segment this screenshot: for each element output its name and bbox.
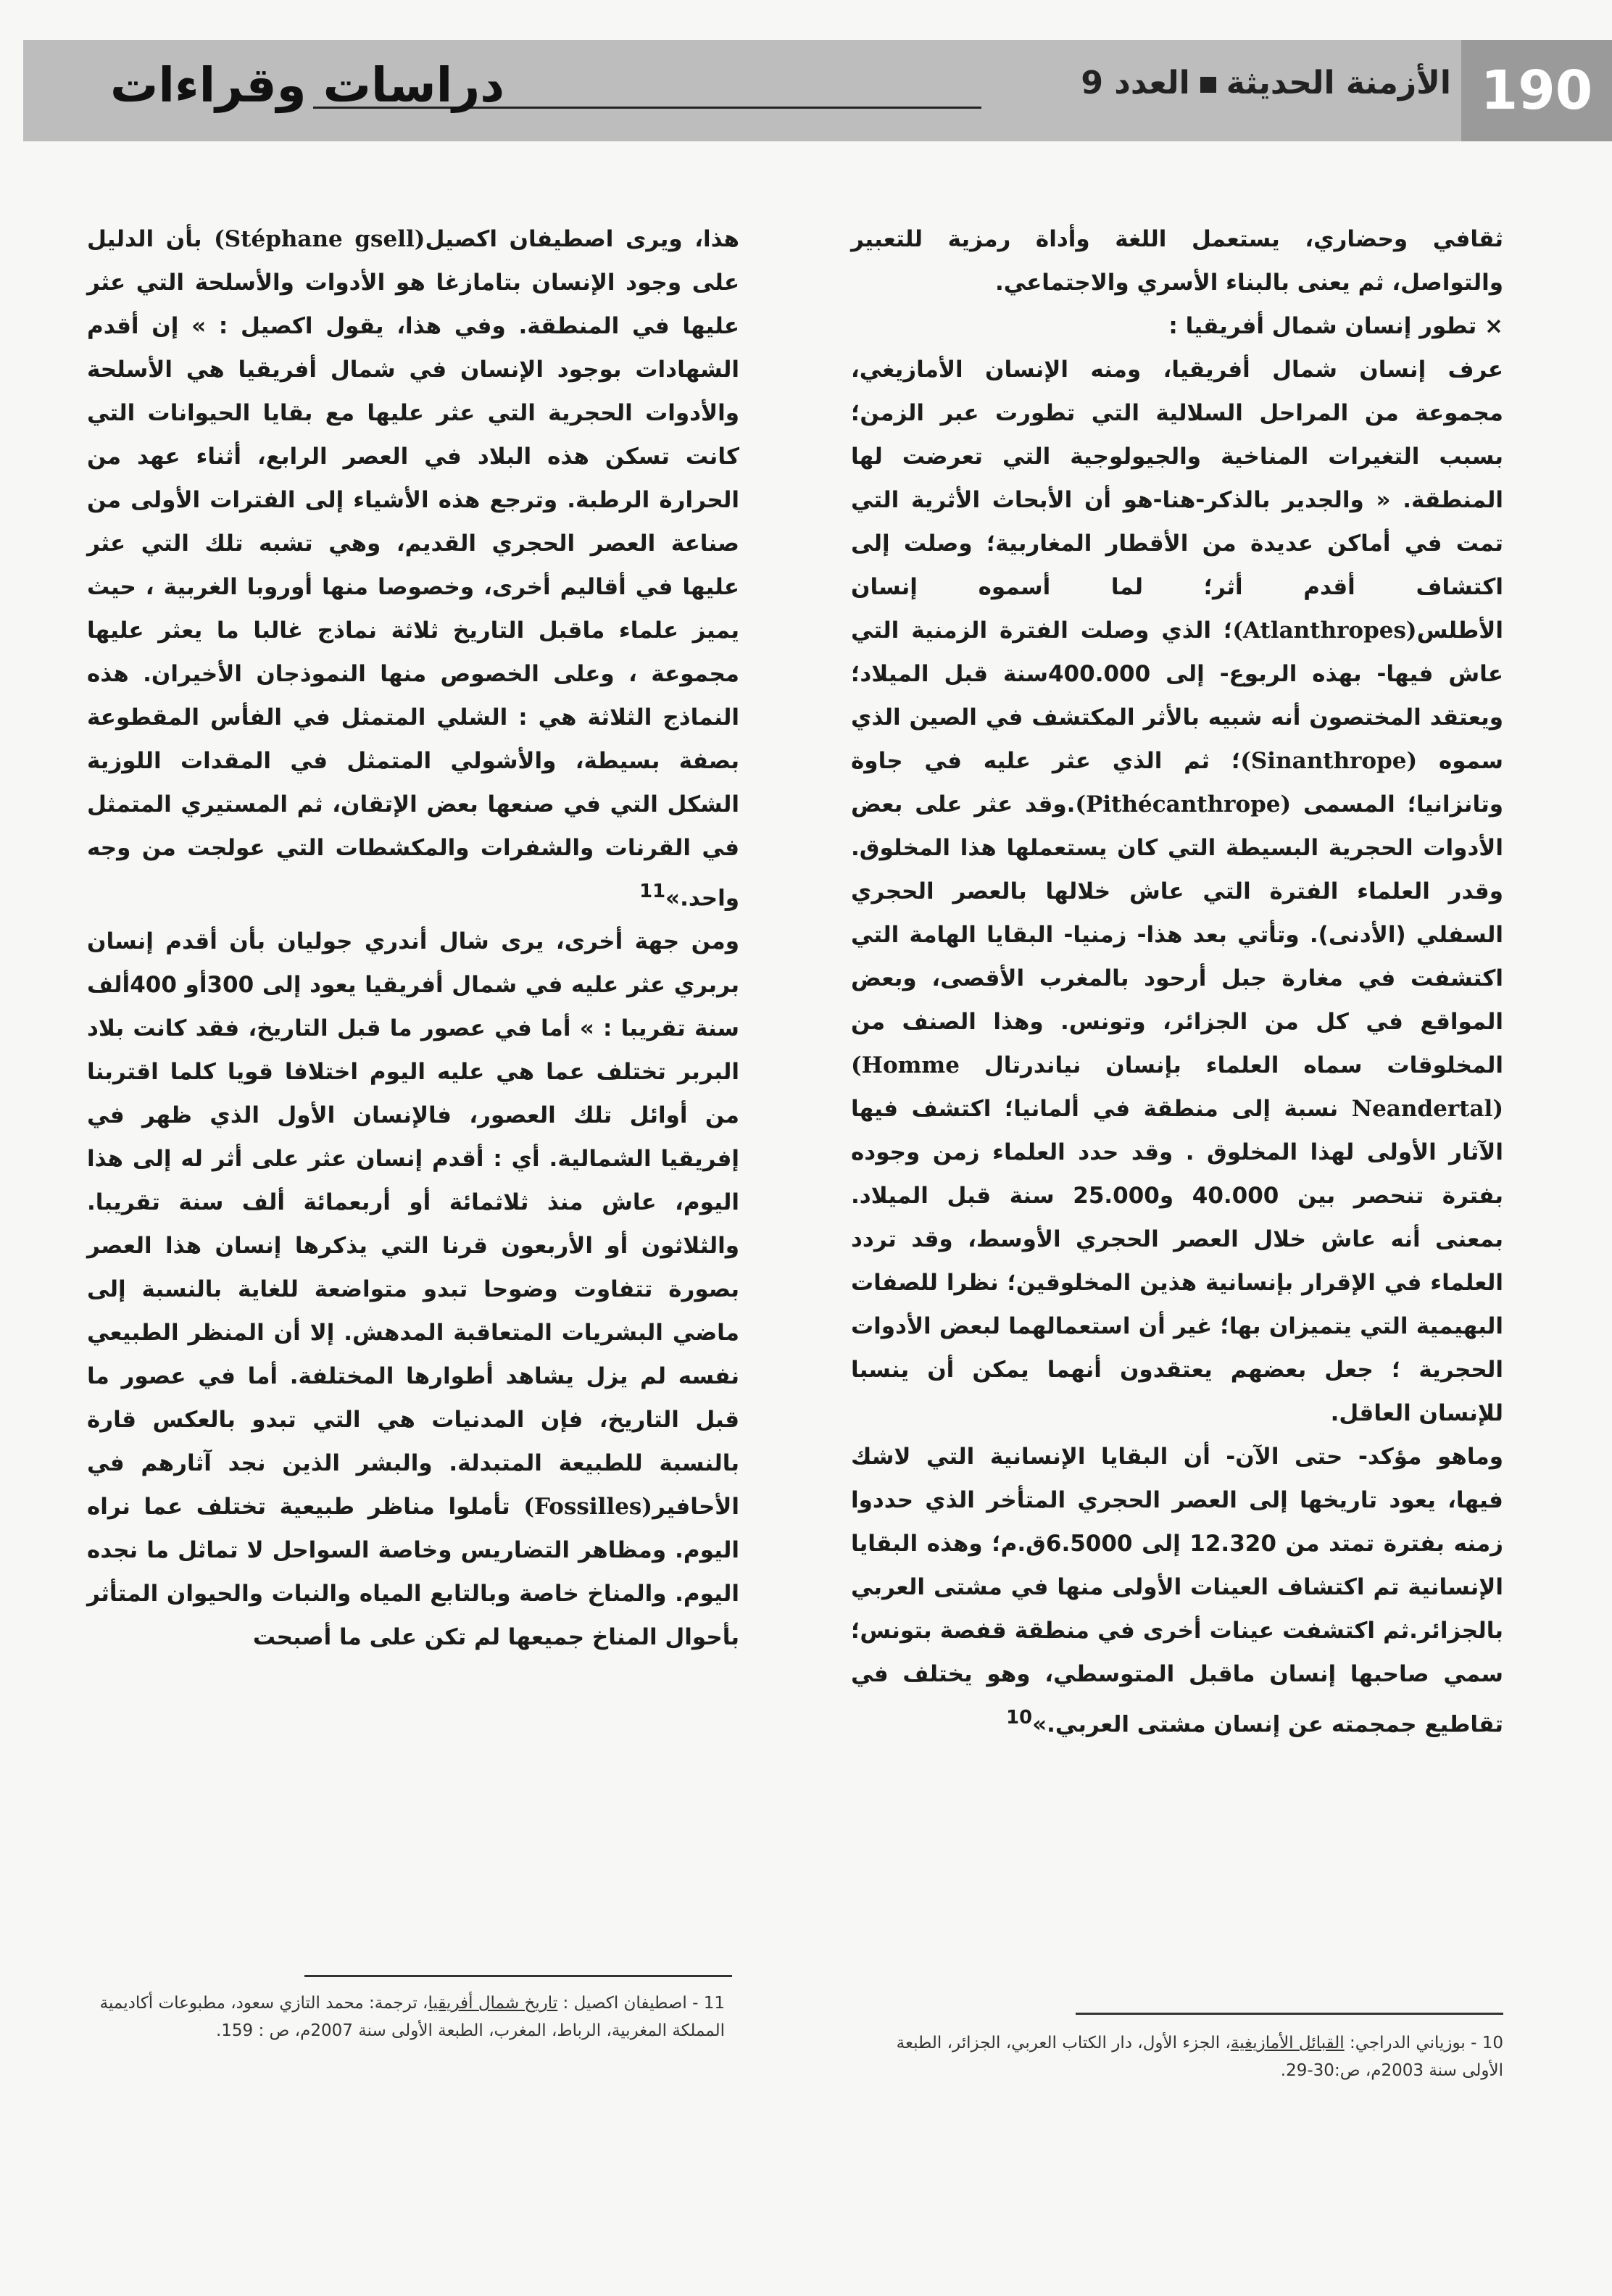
left-column: [87, 217, 739, 1659]
footnote-ref: 10: [1006, 1707, 1033, 1729]
footnote-title: تاريخ شمال أفريقيا: [428, 1994, 558, 2013]
footnote-text: ، الجزء الأول، دار الكتاب العربي، الجزائر، الطبعة الأولى سنة 2003م، ص:30-29.: [896, 2034, 1503, 2080]
paragraph: [851, 1435, 1503, 1746]
square-bullet-icon: [1200, 77, 1216, 93]
latin-term: (Stéphane gsell): [214, 226, 425, 252]
footnote-prefix: 10 - بوزياني الدراجي:: [1350, 2034, 1503, 2052]
footnote-ref: 11: [639, 881, 666, 902]
text-run: ؛ ثم الذي عثر عليه في جاوة وتانزانيا؛ المسمى: [851, 748, 1503, 818]
text-run: عرف إنسان شمال أفريقيا، ومنه الإنسان الأمازيغي، مجموعة من المراحل السلالية التي تطورت عبر الزمن؛ بسبب التغيرات المناخية والجيولوجية التي تعرضت لها المنطقة. « والجدير بالذكر-هنا-هو أن الأبحاث الأثرية التي تمت في أماكن عديدة من الأقطار المغاربية؛ وصلت إلى اكتشاف أقدم أثر؛ لما أسموه إنسان الأطلس: [851, 357, 1503, 644]
text-run: ومن جهة أخرى، يرى شال أندري جوليان بأن أقدم إنسان بربري عثر عليه في شمال أفريقيا يعود إلى 300أو 400ألف سنة تقريبا : » أما في عصور ما قبل التاريخ، فقد كانت بلاد البربر تختلف عما هي عليه اليوم اختلافا قويا كلما اقتربنا من أوائل تلك العصور، فالإنسان الأول الذي ظهر في إفريقيا الشمالية. أي : أقدم إنسان عثر على أثر له إلى هذا اليوم، عاش منذ ثلاثمائة أو أربعمائة ألف سنة تقريبا. والثلاثون أو الأربعون قرنا التي يذكرها إنسان هذا العصر بصورة تتفاوت وضوحا تبدو متواضعة للغاية بالنسبة إلى ماضي البشريات المتعاقبة المدهش. إلا أن المنظر الطبيعي نفسه لم يزل يشاهد أطوارها المختلفة. أما في عصور ما قبل التاريخ، فإن المدنيات هي التي تبدو بالعكس قارة بالنسبة للطبيعة المتبدلة. والبشر الذين نجد آثارهم في الأحافير: [87, 928, 739, 1521]
journal-title: [1081, 65, 1451, 101]
footnote-10: [865, 2029, 1503, 2084]
section-heading: × تطور إنسان شمال أفريقيا :: [1168, 313, 1503, 339]
section-rubric: دراسات وقراءات: [110, 57, 505, 113]
paragraph: [87, 217, 739, 920]
latin-term: (Pithécanthrope): [1075, 791, 1292, 818]
text-run: .وقد عثر على بعض الأدوات الحجرية البسيطة التي كان يستعملها هذا المخلوق. وقدر العلماء الفترة التي عاش خلالها بالعصر الحجري السفلي (الأدنى). وتأتي بعد هذا- زمنيا- البقايا الهامة التي اكتشفت في مغارة جبل أرحود بالمغرب الأقصى، وبعض المواقع في كل من الجزائر، وتونس. وهذا الصنف من المخلوقات سماه العلماء بإنسان نياندرتال: [851, 791, 1503, 1078]
text-run: وماهو مؤكد- حتى الآن- أن البقايا الإنسانية التي لاشك فيها، يعود تاريخها إلى العصر الحجري المتأخر الذي حددوا زمنه بفترة تمتد من 12.320 إلى 6.5000ق.م؛ وهذه البقايا الإنسانية تم اكتشاف العينات الأولى منها في مشتى العربي بالجزائر.ثم اكتشفت عينات أخرى في منطقة قفصة بتونس؛ سمي صاحبها إنسان ماقبل المتوسطي، وهو يختلف في تقاطيع جمجمته عن إنسان مشتى العربي.»: [851, 1444, 1503, 1738]
paragraph: ثقافي وحضاري، يستعمل اللغة وأداة رمزية للتعبير والتواصل، ثم يعنى بالبناء الأسري والاجتماعي.: [851, 226, 1503, 296]
right-column: [851, 217, 1503, 1746]
text-run: بأن الدليل على وجود الإنسان بتامازغا هو الأدوات والأسلحة التي عثر عليها في المنطقة. وفي هذا، يقول اكصيل : » إن أقدم الشهادات بوجود الإنسان في شمال أفريقيا هي الأسلحة والأدوات الحجرية التي عثر عليها مع بقايا الحيوانات التي كانت تسكن هذه البلاد في العصر الرابع، أثناء عهد من الحرارة الرطبة. وترجع هذه الأشياء إلى الفترات الأولى من صناعة العصر الحجري القديم، وهي تشبه تلك التي عثر عليها في أقاليم أخرى، وخصوصا منها أوروبا الغربية ، حيث يميز علماء ماقبل التاريخ ثلاثة نماذج غالبا ما يعثر عليها مجموعة ، وعلى الخصوص منها النموذجان الأخيران. هذه النماذج الثلاثة هي : الشلي المتمثل في الفأس المقطوعة بصفة بسيطة، والأشولي المتمثل في المقدات اللوزية الشكل التي في صنعها بعض الإتقان، ثم المستيري المتمثل في القرنات والشفرات والمكشطات التي عولجت من وجه واحد.»: [87, 226, 739, 912]
paragraph: [851, 348, 1503, 1435]
latin-term: (Fossilles): [523, 1494, 653, 1521]
text-run: تأملوا مناظر طبيعية تختلف عما نراه اليوم. ومظاهر التضاريس وخاصة السواحل لا تماثل ما نجده اليوم. والمناخ خاصة وبالتابع المياه والنبات والحيوان المتأثر بأحوال المناخ جميعها لم تكن على ما أصبحت: [87, 1494, 739, 1651]
paragraph: [87, 920, 739, 1659]
issue-number: 9: [1081, 65, 1103, 101]
latin-term: (Atlanthropes): [1232, 617, 1417, 644]
latin-term: (Homme Neandertal): [851, 1052, 1503, 1122]
text-run: نسبة إلى منطقة في ألمانيا؛ اكتشف فيها الآثار الأولى لهذا المخلوق . وقد حدد العلماء زمن وجوده بفترة تنحصر بين 40.000 و25.000 سنة قبل الميلاد. بمعنى أنه عاش خلال العصر الحجري الأوسط، وقد تردد العلماء في الإقرار بإنسانية هذين المخلوقين؛ نظرا للصفات البهيمية التي يتميزان بها؛ غير أن استعمالهما لبعض الأدوات الحجرية ؛ جعل بعضهم يعتقدون أنهما يمكن أن ينسبا للإنسان العاقل.: [851, 1096, 1503, 1426]
footnote-prefix: 11 - اصطيفان اكصيل :: [562, 1994, 725, 2013]
latin-term: (Sinanthrope): [1240, 748, 1418, 774]
journal-name: الأزمنة الحديثة: [1226, 65, 1451, 101]
footnote-text: ، ترجمة: محمد التازي سعود، مطبوعات أكاديمية المملكة المغربية، الرباط، المغرب، الطبعة الأولى سنة 2007م، ص : 159.: [99, 1994, 725, 2040]
issue-label: العدد: [1114, 65, 1190, 101]
header-bar: [23, 40, 1612, 141]
text-run: ؛ الذي وصلت الفترة الزمنية التي عاش فيها- بهذه الربوع- إلى 400.000سنة قبل الميلاد؛ ويعتقد المختصون أنه شبيه بالأثر المكتشف في الصين الذي سموه: [851, 617, 1503, 774]
footnote-rule: [1076, 2013, 1503, 2015]
text-run: هذا، ويرى اصطيفان اكصيل: [425, 226, 740, 252]
footnote-rule: [304, 1975, 732, 1977]
page-number: 190: [1461, 40, 1612, 141]
footnote-title: القبائل الأمازيغية: [1230, 2034, 1345, 2052]
footnote-11: [87, 1989, 725, 2045]
